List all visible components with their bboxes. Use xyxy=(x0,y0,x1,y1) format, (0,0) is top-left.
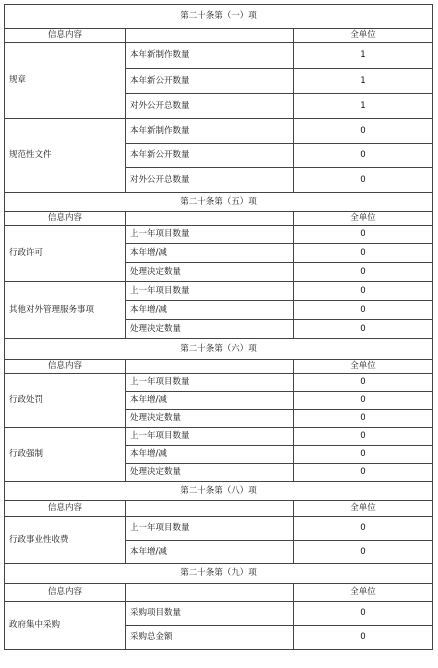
category-name: 行政处罚 xyxy=(5,374,126,428)
item-value: 0 xyxy=(294,428,433,446)
item-value: 1 xyxy=(294,69,433,94)
item-label: 上一年项目数量 xyxy=(126,226,294,244)
item-value: 0 xyxy=(294,541,433,564)
item-value: 0 xyxy=(294,226,433,244)
item-value: 0 xyxy=(294,119,433,144)
header-empty xyxy=(126,212,294,226)
section-header-row xyxy=(5,212,433,226)
table-row xyxy=(5,374,433,392)
item-label: 本年增/减 xyxy=(126,301,294,320)
item-label: 对外公开总数量 xyxy=(126,168,294,193)
section-header-row xyxy=(5,501,433,517)
header-whole-unit: 全单位 xyxy=(294,212,433,226)
item-label: 上一年项目数量 xyxy=(126,282,294,301)
header-empty xyxy=(126,501,294,517)
item-value: 0 xyxy=(294,301,433,320)
item-value: 0 xyxy=(294,374,433,392)
category-name: 规章 xyxy=(5,43,126,119)
item-value: 0 xyxy=(294,244,433,263)
table-row xyxy=(5,517,433,541)
item-label: 处理决定数量 xyxy=(126,410,294,428)
header-info-content: 信息内容 xyxy=(5,212,126,226)
table-row xyxy=(5,282,433,301)
item-label: 本年增/减 xyxy=(126,541,294,564)
table-row xyxy=(5,43,433,69)
item-label: 本年新制作数量 xyxy=(126,119,294,144)
item-label: 处理决定数量 xyxy=(126,320,294,339)
header-whole-unit: 全单位 xyxy=(294,501,433,517)
item-label: 本年增/减 xyxy=(126,392,294,410)
header-whole-unit: 全单位 xyxy=(294,29,433,43)
header-empty xyxy=(126,584,294,602)
category-name: 政府集中采购 xyxy=(5,602,126,650)
category-name: 行政事业性收费 xyxy=(5,517,126,564)
section-title: 第二十条第（九）项 xyxy=(5,564,433,584)
item-value: 0 xyxy=(294,517,433,541)
category-name: 规范性文件 xyxy=(5,119,126,193)
item-value: 0 xyxy=(294,626,433,650)
table-row xyxy=(5,428,433,446)
disclosure-table xyxy=(4,4,433,650)
item-label: 本年新公开数量 xyxy=(126,69,294,94)
section-title: 第二十条第（八）项 xyxy=(5,482,433,501)
item-label: 处理决定数量 xyxy=(126,263,294,282)
section-title-row xyxy=(5,564,433,584)
item-label: 上一年项目数量 xyxy=(126,428,294,446)
item-label: 采购项目数量 xyxy=(126,602,294,626)
header-empty xyxy=(126,360,294,374)
item-label: 本年增/减 xyxy=(126,446,294,464)
category-name: 行政强制 xyxy=(5,428,126,482)
item-label: 上一年项目数量 xyxy=(126,374,294,392)
table-row xyxy=(5,602,433,626)
category-name: 其他对外管理服务事项 xyxy=(5,282,126,339)
item-label: 本年新公开数量 xyxy=(126,144,294,168)
item-value: 0 xyxy=(294,320,433,339)
category-name: 行政许可 xyxy=(5,226,126,282)
item-value: 0 xyxy=(294,392,433,410)
section-title-row xyxy=(5,193,433,212)
section-title: 第二十条第（一）项 xyxy=(5,5,433,29)
header-info-content: 信息内容 xyxy=(5,360,126,374)
table-row xyxy=(5,226,433,244)
item-label: 本年新制作数量 xyxy=(126,43,294,69)
item-value: 1 xyxy=(294,43,433,69)
section-title-row xyxy=(5,5,433,29)
item-label: 采购总金额 xyxy=(126,626,294,650)
item-value: 1 xyxy=(294,94,433,119)
item-value: 0 xyxy=(294,464,433,482)
item-label: 对外公开总数量 xyxy=(126,94,294,119)
header-whole-unit: 全单位 xyxy=(294,360,433,374)
table-row xyxy=(5,119,433,144)
item-value: 0 xyxy=(294,282,433,301)
item-value: 0 xyxy=(294,446,433,464)
section-title-row xyxy=(5,482,433,501)
header-info-content: 信息内容 xyxy=(5,584,126,602)
item-label: 本年增/减 xyxy=(126,244,294,263)
header-info-content: 信息内容 xyxy=(5,501,126,517)
table-body xyxy=(5,5,433,650)
item-label: 上一年项目数量 xyxy=(126,517,294,541)
header-whole-unit: 全单位 xyxy=(294,584,433,602)
section-header-row xyxy=(5,360,433,374)
section-title: 第二十条第（五）项 xyxy=(5,193,433,212)
item-value: 0 xyxy=(294,602,433,626)
section-header-row xyxy=(5,29,433,43)
item-value: 0 xyxy=(294,263,433,282)
section-title-row xyxy=(5,339,433,360)
section-title: 第二十条第（六）项 xyxy=(5,339,433,360)
section-header-row xyxy=(5,584,433,602)
item-label: 处理决定数量 xyxy=(126,464,294,482)
header-info-content: 信息内容 xyxy=(5,29,126,43)
item-value: 0 xyxy=(294,144,433,168)
header-empty xyxy=(126,29,294,43)
disclosure-document xyxy=(4,4,432,650)
item-value: 0 xyxy=(294,168,433,193)
item-value: 0 xyxy=(294,410,433,428)
